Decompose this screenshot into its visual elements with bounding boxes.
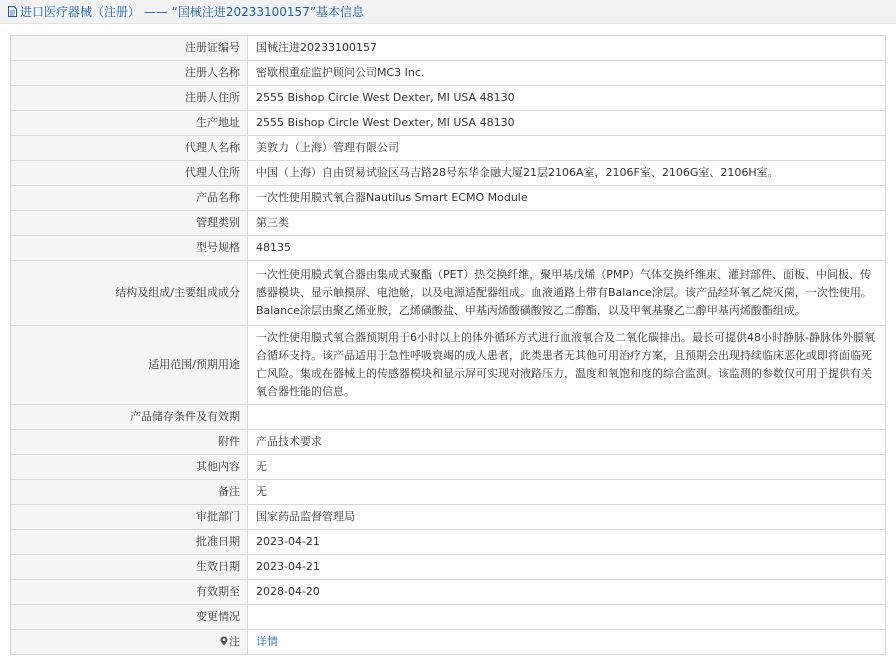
- table-row: [11, 580, 886, 605]
- row-value: 第三类: [248, 211, 886, 236]
- table-row-note: [11, 630, 886, 655]
- row-value: 一次性使用膜式氧合器预期用于6小时以上的体外循环方式进行血液氧合及二氧化碳排出。最长可提供48小时静脉-静脉体外膜氧合循环支持。该产品适用于急性呼吸衰竭的成人患者，此类患者无其他可用治疗方案，且预期会出现持续临床恶化或即将面临死亡风险。集成在器械上的传感器模块和显示屏可实现对液路压力，温度和氧饱和度的综合监测。该监测的参数仅可用于提供有关氧合器性能的信息。: [248, 326, 886, 405]
- row-value: 国家药品监督管理局: [248, 505, 886, 530]
- row-label: 注册人名称: [11, 61, 248, 86]
- table-row: [11, 555, 886, 580]
- row-value: 中国（上海）自由贸易试验区马吉路28号东华金融大厦21层2106A室，2106F室、2106G室、2106H室。: [248, 161, 886, 186]
- row-value: 一次性使用膜式氧合器由集成式聚酯（PET）热交换纤维，聚甲基戊烯（PMP）气体交换纤维束、灌封部件、面板、中间板、传感器模块、显示触摸屏、电池舱，以及电源适配器组成。血液通路上带有Balance涂层。该产品经环氧乙烷灭菌，一次性使用。Balance涂层由聚乙烯亚胺，乙烯磺酸盐、甲基丙烯酸磺酸铵乙二醇酯，以及甲氧基聚乙二醇甲基丙烯酸酯组成。: [248, 261, 886, 326]
- row-label: 备注: [11, 480, 248, 505]
- row-label: 产品名称: [11, 186, 248, 211]
- row-value: 密歇根重症监护顾问公司MC3 Inc.: [248, 61, 886, 86]
- row-value: 产品技术要求: [248, 430, 886, 455]
- row-label: 其他内容: [11, 455, 248, 480]
- details-link[interactable]: 详情: [256, 635, 278, 648]
- table-row: [11, 480, 886, 505]
- table-row: [11, 326, 886, 405]
- row-label: 附件: [11, 430, 248, 455]
- row-label: 适用范围/预期用途: [11, 326, 248, 405]
- row-label: 代理人住所: [11, 161, 248, 186]
- row-label: 有效期至: [11, 580, 248, 605]
- table-row: [11, 136, 886, 161]
- row-value: [248, 605, 886, 630]
- row-label: 变更情况: [11, 605, 248, 630]
- page-title: 进口医疗器械（注册） —— “国械注进20233100157”基本信息: [20, 5, 365, 19]
- row-label: 批准日期: [11, 530, 248, 555]
- row-value: 国械注进20233100157: [248, 36, 886, 61]
- row-value: 2555 Bishop Circle West Dexter, MI USA 48130: [248, 111, 886, 136]
- row-value: 2023-04-21: [248, 555, 886, 580]
- table-row: [11, 505, 886, 530]
- table-row: [11, 186, 886, 211]
- row-label: 结构及组成/主要组成成分: [11, 261, 248, 326]
- table-row: [11, 430, 886, 455]
- note-label: 注: [229, 635, 240, 648]
- table-row: [11, 211, 886, 236]
- page-header: [0, 0, 896, 24]
- row-value: 2555 Bishop Circle West Dexter, MI USA 48130: [248, 86, 886, 111]
- row-label: 生产地址: [11, 111, 248, 136]
- row-value: 无: [248, 455, 886, 480]
- row-label: 代理人名称: [11, 136, 248, 161]
- row-label: 产品储存条件及有效期: [11, 405, 248, 430]
- row-label: 管理类别: [11, 211, 248, 236]
- table-row: [11, 161, 886, 186]
- table-row: [11, 86, 886, 111]
- table-row: [11, 111, 886, 136]
- document-icon: [8, 6, 17, 17]
- row-label: 型号规格: [11, 236, 248, 261]
- note-label-cell: [11, 630, 248, 655]
- table-row: [11, 36, 886, 61]
- row-label: 注册人住所: [11, 86, 248, 111]
- table-row: [11, 405, 886, 430]
- row-value: 48135: [248, 236, 886, 261]
- table-row: [11, 530, 886, 555]
- row-value: 一次性使用膜式氧合器Nautilus Smart ECMO Module: [248, 186, 886, 211]
- map-pin-icon: [220, 636, 228, 646]
- note-value-cell: [248, 630, 886, 655]
- row-label: 注册证编号: [11, 36, 248, 61]
- row-label: 生效日期: [11, 555, 248, 580]
- table-row: [11, 236, 886, 261]
- table-row: [11, 61, 886, 86]
- table-row: [11, 261, 886, 326]
- table-row: [11, 455, 886, 480]
- info-table: [10, 35, 886, 655]
- row-value: 2023-04-21: [248, 530, 886, 555]
- row-label: 审批部门: [11, 505, 248, 530]
- row-value: 2028-04-20: [248, 580, 886, 605]
- table-row: [11, 605, 886, 630]
- row-value: 无: [248, 480, 886, 505]
- row-value: [248, 405, 886, 430]
- row-value: 美敦力（上海）管理有限公司: [248, 136, 886, 161]
- info-table-container: [10, 35, 886, 655]
